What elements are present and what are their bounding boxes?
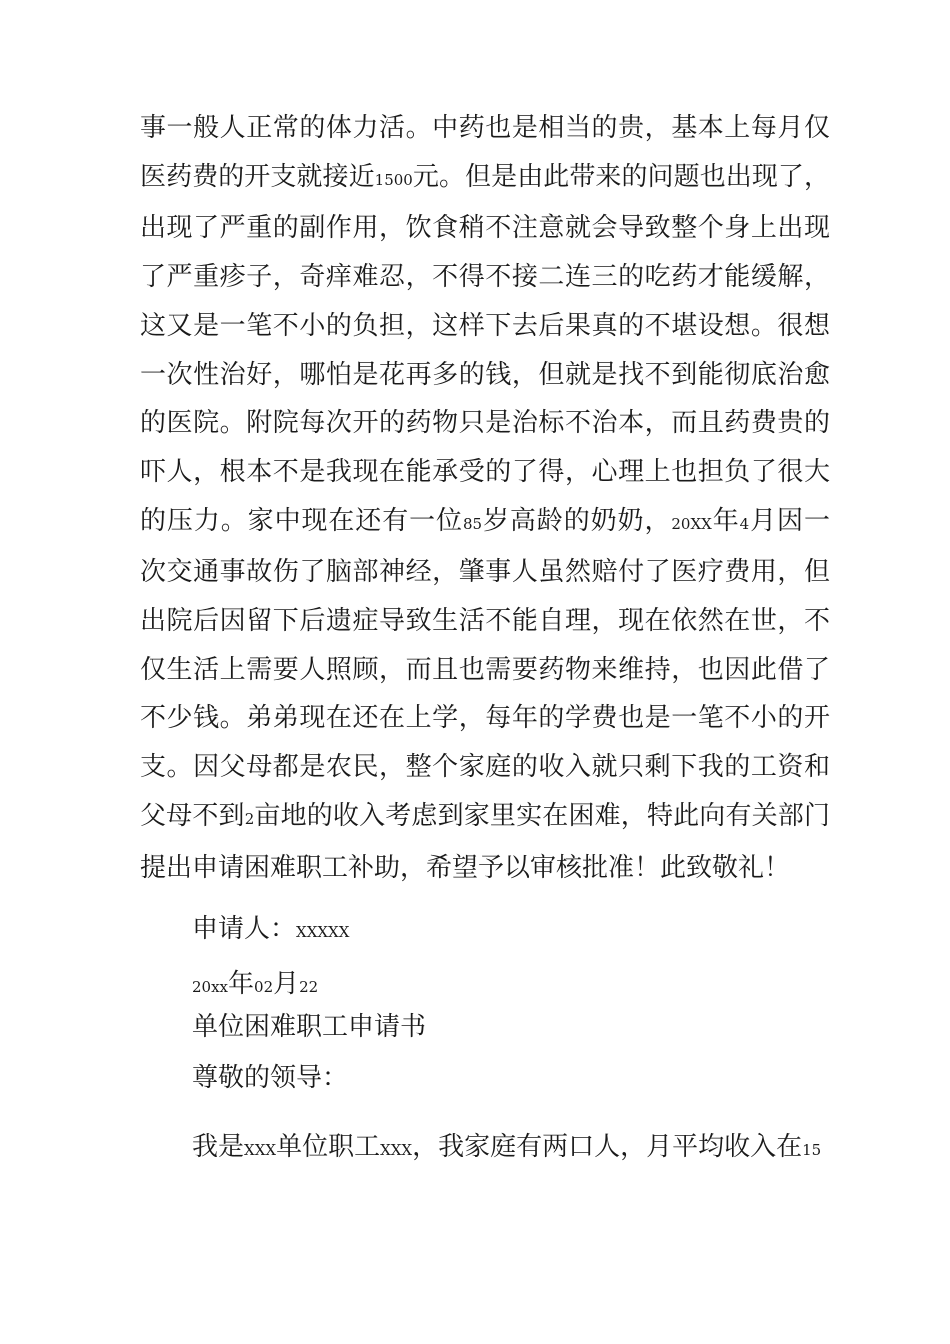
- body-text-segment: 月因一次交通事故伤了脑部神经，肇事人虽然赔付了医疗费用，但出院后因留下后遗症导致生活不能自理，现在依然在世，不仅生活上需要人照顾，而且也需要药物来维持，也因此借了不少钱。弟弟现在还在上学，每年的学费也是一笔不小的开支。因父母都是农民，整个家庭的收入就只剩下我的工资和父母不到: [140, 505, 830, 831]
- opening-text-segment: ，我家庭有两口人，月平均收入在: [412, 1132, 803, 1162]
- date-line: [192, 968, 318, 1003]
- letter-title: 单位困难职工申请书: [192, 1012, 427, 1042]
- letter-body-paragraph: [140, 104, 830, 892]
- body-text-segment: 亩地的收入考虑到家里实在困难，特此向有关部门提出申请困难职工补助，希望予以审核批准！此致敬礼！: [140, 800, 830, 883]
- date-year-unit: 年: [228, 969, 255, 999]
- unit-name-placeholder: XXX: [244, 1141, 277, 1159]
- body-text-segment: 事一般人正常的体力活。中药也是相当的贵，基本上每月仅医药费的开支就接近: [140, 113, 830, 192]
- medical-cost-amount: 1500: [374, 170, 413, 189]
- letter-opening-line: [192, 1131, 821, 1166]
- applicant-name: XXXXX: [296, 923, 350, 941]
- accident-year: 20XX: [671, 514, 712, 533]
- opening-text-segment: 单位职工: [276, 1132, 381, 1162]
- land-area: 2: [244, 809, 255, 828]
- date-month: 02: [254, 978, 274, 996]
- body-text-segment: 元。但是由此带来的问题也出现了，出现了严重的副作用，饮食稍不注意就会导致整个身上出现了严重疹子，奇痒难忍，不得不接二连三的吃药才能缓解，这又是一笔不小的负担，这样下去后果真的不堪设想。很想一次性治好，哪怕是花再多的钱，但就是找不到能彻底治愈的医院。附院每次开的药物只是治标不治本，而且药费贵的吓人，根本不是我现在能承受的了得，心理上也担负了很大的压力。家中现在还有一位: [140, 161, 830, 536]
- monthly-income-amount: 15: [802, 1141, 822, 1159]
- date-day: 22: [299, 978, 319, 996]
- letter-salutation: 尊敬的领导：: [192, 1063, 349, 1093]
- opening-text-segment: 我是: [192, 1132, 245, 1162]
- date-year: 20xx: [192, 978, 229, 996]
- applicant-line: [192, 913, 349, 948]
- accident-month: 4: [739, 514, 750, 533]
- body-text-segment: 年: [711, 505, 740, 536]
- applicant-label: 申请人：: [192, 914, 297, 944]
- body-text-segment: 岁高龄的奶奶，: [482, 505, 672, 536]
- date-month-unit: 月: [273, 969, 300, 999]
- employee-name-placeholder: XXX: [380, 1141, 413, 1159]
- grandmother-age: 85: [462, 514, 483, 533]
